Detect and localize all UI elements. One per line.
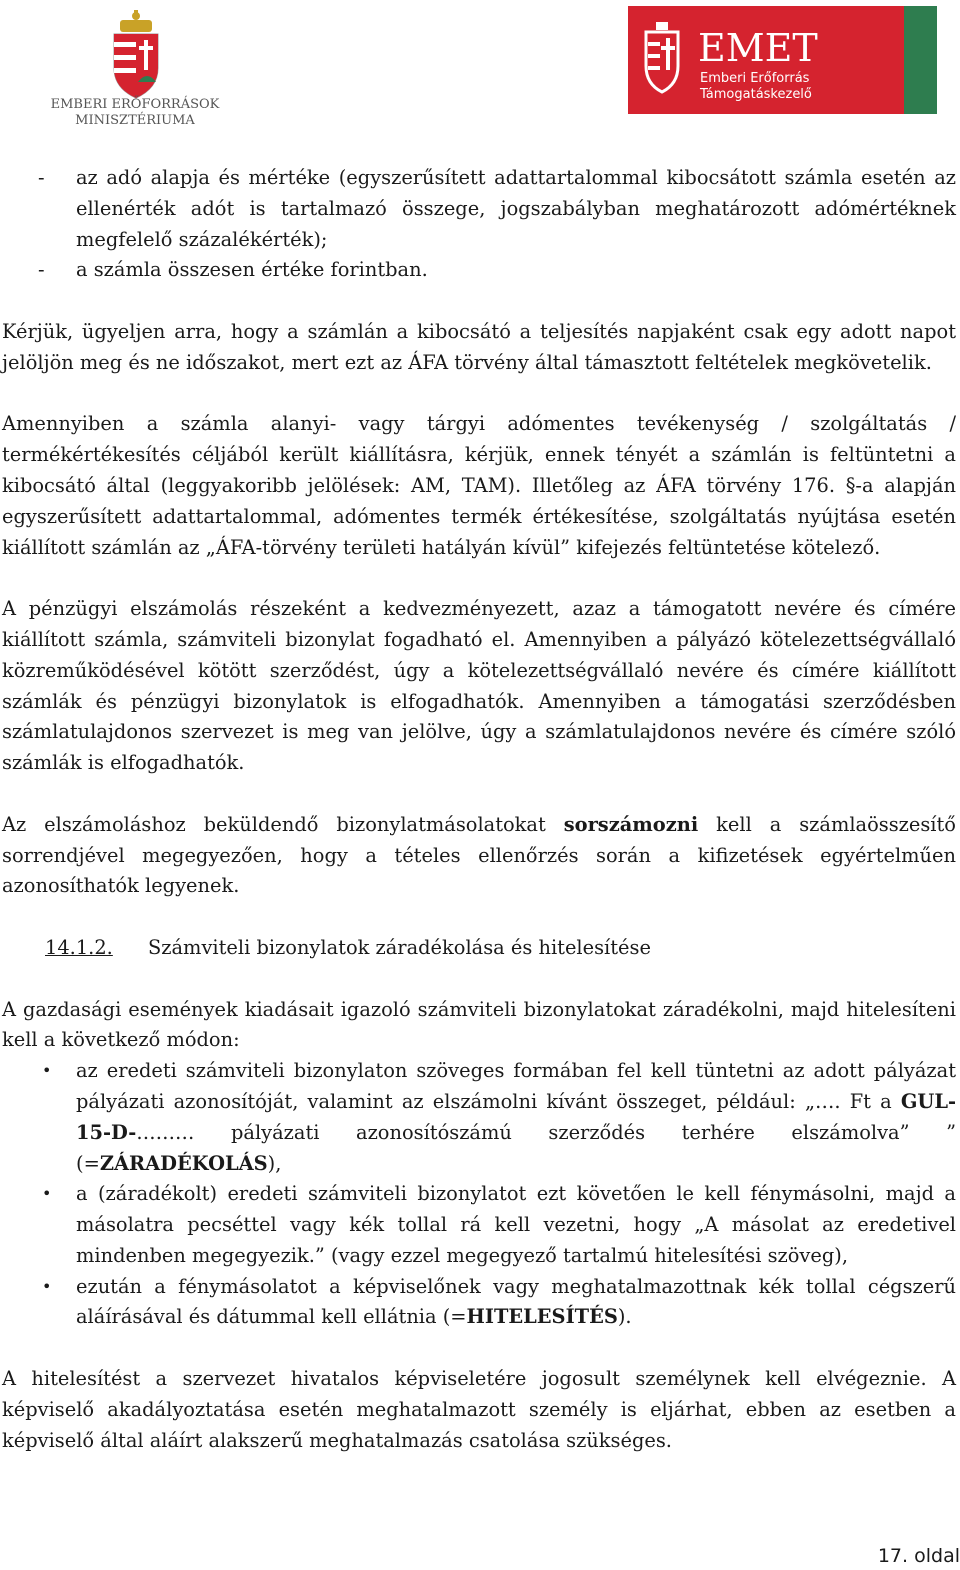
bullet-list bbox=[2, 1056, 956, 1333]
bold-run: sorszámozni bbox=[563, 812, 699, 836]
list-item bbox=[2, 255, 956, 286]
paragraph-authentication: A hitelesítést a szervezet hivatalos képviseletére jogosult személynek kell elvégeznie. A képviselő akadályoztatása esetén meghatalmazott személy is eljárhat, ebben az esetben a képviselő által aláírt alakszerű meghatalmazás csatolása szükséges. bbox=[2, 1367, 956, 1452]
text-run: kell a számlaösszesítő sorrendjével megegyezően, hogy a tételes ellenőrzés során a kifizetések egyértelműen azonosíthatók legyenek. bbox=[2, 812, 956, 898]
list-item-text: az adó alapja és mértéke (egyszerűsített adattartalommal kibocsátott számla esetén az ellenérték adót is tartalmazó összege, jogszabályban meghatározott adómértéknek megfelelő százalékérték); bbox=[76, 166, 956, 251]
emet-logo bbox=[628, 6, 937, 114]
list-item bbox=[2, 1272, 956, 1334]
text-run: ). bbox=[617, 1305, 632, 1329]
list-item bbox=[2, 163, 956, 255]
paragraph-tax-exempt: Amennyiben a számla alanyi- vagy tárgyi adómentes tevékenység / szolgáltatás / termékértékesítés céljából került kiállításra, kérjük, ennek tényét a számlán is feltüntetni a kibocsátó által (leggyakoribb jelölések: AM, TAM). Illetőleg az ÁFA törvény 176. §-a alapján egyszerűsített adattartalommal, adómentes termék értékesítése, szolgáltatás nyújtása esetén kiállított számlán az „ÁFA-törvény területi hatályán kívül” kifejezés feltüntetése kötelező. bbox=[2, 412, 956, 559]
bullet-icon: • bbox=[42, 1061, 52, 1081]
text-run: ……… pályázati azonosítószámú szerződés terhére elszámolva” ” (= bbox=[76, 1120, 956, 1175]
page-header bbox=[0, 0, 960, 135]
document-body bbox=[2, 163, 956, 1487]
text-run: az eredeti számviteli bizonylaton szöveges formában fel kell tüntetni az adott pályázat pályázati azonosítóját, valamint az elszámolni kívánt összeget, például: „…. Ft a bbox=[76, 1059, 956, 1113]
list-item bbox=[2, 1056, 956, 1179]
bullet-icon: • bbox=[42, 1184, 52, 1204]
emet-logo-line2: Támogatáskezelő bbox=[700, 87, 812, 102]
section-heading bbox=[2, 933, 956, 964]
dash-mark: - bbox=[38, 166, 45, 189]
emet-logo-title: EMET bbox=[698, 26, 818, 70]
text-run: a (záradékolt) eredeti számviteli bizonylatot ezt követően le kell fénymásolni, majd a másolatra pecséttel vagy kék tollal rá kell vezetni, hogy „A másolat az eredetivel mindenben megegyezik.” (vagy ezzel megegyező tartalmú hitelesítési szöveg), bbox=[76, 1182, 956, 1267]
text-run: ezután a fénymásolatot a képviselőnek vagy meghatalmazottnak kék tollal cégszerű aláírásával és dátummal kell ellátnia (= bbox=[76, 1274, 956, 1329]
page-number: 17. oldal bbox=[877, 1545, 960, 1567]
text-run: Az elszámoláshoz beküldendő bizonylatmásolatokat bbox=[2, 812, 564, 836]
paragraph-beneficiary: A pénzügyi elszámolás részeként a kedvezményezett, azaz a támogatott nevére és címére kiállított számla, számviteli bizonylat fogadható el. Amennyiben a pályázó kötelezettségvállaló közreműködésével kötött szerződést, úgy a kötelezettségvállaló nevére és címére kiállított számlák és pénzügyi bizonylatok is elfogadhatók. Amennyiben a támogatási szerződésben számlatulajdonos szervezet is meg van jelölve, úgy a számlatulajdonos nevére és címére szóló számlák is elfogadhatók. bbox=[2, 597, 956, 775]
paragraph-intro: A gazdasági események kiadásait igazoló számviteli bizonylatokat záradékolni, majd hitelesíteni kell a következő módon: bbox=[2, 997, 956, 1052]
bold-run: GUL-15-D- bbox=[76, 1089, 956, 1144]
ministry-logo-line1: EMBERI ERŐFORRÁSOK bbox=[50, 97, 220, 112]
section-title: Számviteli bizonylatok záradékolása és hitelesítése bbox=[148, 935, 651, 959]
section-number: 14.1.2. bbox=[45, 935, 113, 959]
ministry-logo-line2: MINISZTÉRIUMA bbox=[75, 113, 195, 128]
list-item bbox=[2, 1179, 956, 1271]
emet-logo-line1: Emberi Erőforrás bbox=[700, 71, 810, 86]
paragraph-issue-date: Kérjük, ügyeljen arra, hogy a számlán a kibocsátó a teljesítés napjaként csak egy adott napot jelöljön meg és ne időszakot, mert ezt az ÁFA törvény által támasztott feltételek megkövetelik. bbox=[2, 319, 956, 374]
text-run: ), bbox=[267, 1151, 282, 1175]
coat-of-arms-icon bbox=[114, 10, 158, 98]
bullet-icon: • bbox=[42, 1276, 52, 1296]
dash-list bbox=[2, 163, 956, 286]
dash-mark: - bbox=[38, 258, 45, 282]
bold-run: ZÁRADÉKOLÁS bbox=[99, 1151, 268, 1175]
list-item-text: a számla összesen értéke forintban. bbox=[76, 258, 428, 282]
bold-run: HITELESÍTÉS bbox=[466, 1305, 618, 1329]
paragraph-numbering bbox=[2, 810, 956, 902]
ministry-logo bbox=[48, 10, 223, 130]
